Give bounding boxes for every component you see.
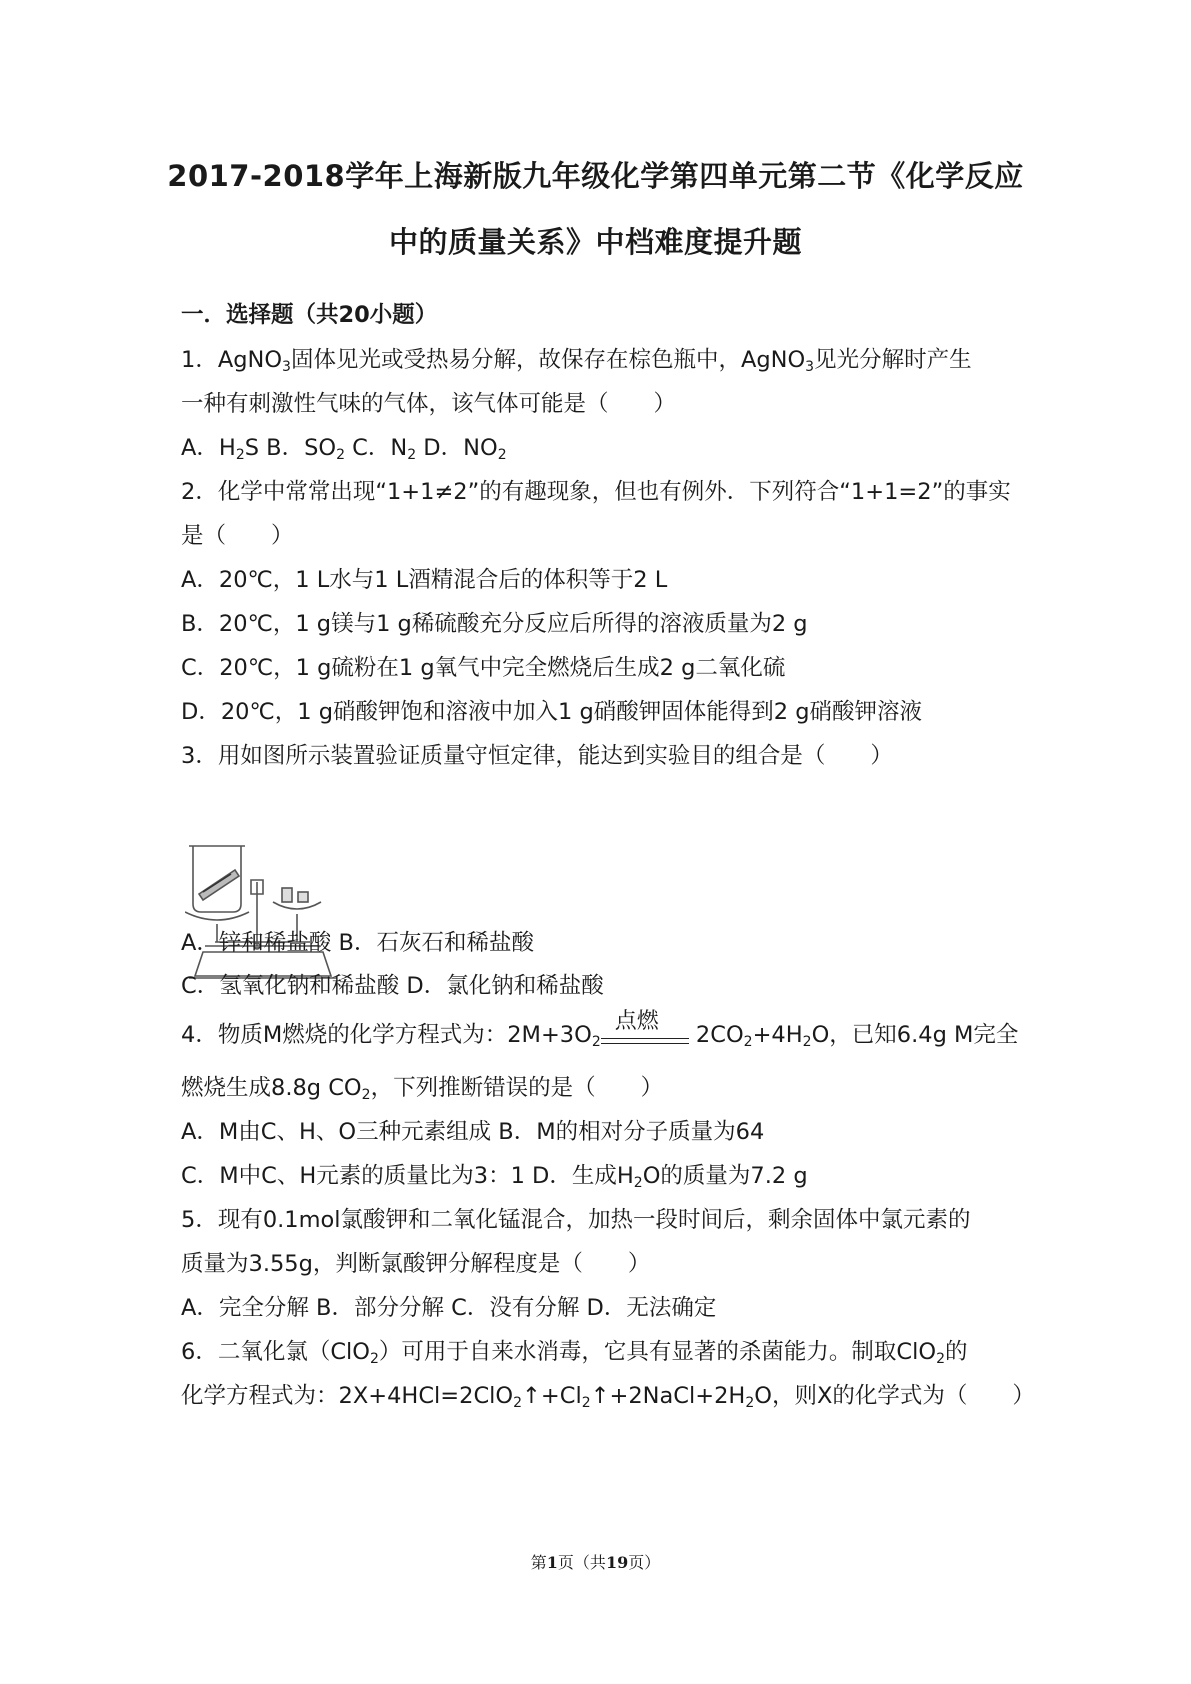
question-4-line-2: 燃烧生成8.8g $CO_2$，下列推断错误的是（ ） bbox=[181, 1075, 664, 1103]
question-2-option-a: A．20℃，1 L水与1 L酒精混合后的体积等于2 L bbox=[181, 567, 668, 593]
question-2-option-d: D．20℃，1 g硝酸钾饱和溶液中加入1 g硝酸钾固体能得到2 g硝酸钾溶液 bbox=[181, 699, 922, 725]
question-1-line-1: 1．AgNO$_3$固体见光或受热易分解，故保存在棕色瓶中，AgNO$_3$见光分解时产生 bbox=[181, 347, 972, 375]
question-1-line-2: 一种有刺激性气味的气体，该气体可能是（ ） bbox=[181, 391, 677, 417]
question-4-line-1: 4．物质M燃烧的化学方程式为：$2M+3O_2$ 点燃 $2CO_2+4H_2O$，已知6.4g M完全 bbox=[181, 1009, 1019, 1050]
question-3-stem: 3．用如图所示装置验证质量守恒定律，能达到实验目的组合是（ ） bbox=[181, 743, 893, 769]
question-4-options-cd: C．M中C、H元素的质量比为3：1 D．生成$H_2O$的质量为7.2 g bbox=[181, 1163, 808, 1191]
question-6-line-1: 6．二氧化氯（ClO$_2$）可用于自来水消毒，它具有显著的杀菌能力。制取ClO$_2$的 bbox=[181, 1339, 968, 1367]
document-title-line-2: 中的质量关系》中档难度提升题 bbox=[388, 225, 802, 259]
page-footer: 第1页（共19页） bbox=[530, 1553, 661, 1572]
question-1-options: A．$H_2S$ B．$SO_2$ C．$N_2$ D．$NO_2$ bbox=[181, 435, 507, 463]
question-2-option-b: B．20℃，1 g镁与1 g稀硫酸充分反应后所得的溶液质量为2 g bbox=[181, 611, 808, 637]
question-4-options-ab: A．M由C、H、O三种元素组成 B．M的相对分子质量为64 bbox=[181, 1119, 765, 1145]
question-2-option-c: C．20℃，1 g硫粉在1 g氧气中完全燃烧后生成2 g二氧化硫 bbox=[181, 655, 786, 681]
section-heading: 一．选择题（共20小题） bbox=[181, 302, 438, 328]
document-title-line-1: 2017-2018学年上海新版九年级化学第四单元第二节《化学反应 bbox=[167, 159, 1024, 193]
question-3-options-ab: A．锌和稀盐酸 B．石灰石和稀盐酸 bbox=[181, 930, 534, 956]
question-5-options: A．完全分解 B．部分分解 C．没有分解 D．无法确定 bbox=[181, 1295, 717, 1321]
balance-apparatus-figure bbox=[185, 842, 340, 982]
question-5-line-2: 质量为3.55g，判断氯酸钾分解程度是（ ） bbox=[181, 1251, 651, 1277]
question-2-line-2: 是（ ） bbox=[181, 523, 294, 549]
reaction-condition-label: 点燃 bbox=[614, 1009, 659, 1034]
question-3-options-cd: C．氢氧化钠和稀盐酸 D．氯化钠和稀盐酸 bbox=[181, 973, 604, 999]
reaction-condition-arrow bbox=[601, 1009, 689, 1050]
question-6-line-2: 化学方程式为：$2X+4HCl=2ClO_2↑+Cl_2↑+2NaCl+2H_2O$，则X的化学式为（ ） bbox=[181, 1383, 1035, 1411]
question-5-line-1: 5．现有0.1mol氯酸钾和二氧化锰混合，加热一段时间后，剩余固体中氯元素的 bbox=[181, 1207, 971, 1233]
question-2-line-1: 2．化学中常常出现“1+1≠2”的有趣现象，但也有例外．下列符合“1+1=2”的事实 bbox=[181, 479, 1011, 505]
